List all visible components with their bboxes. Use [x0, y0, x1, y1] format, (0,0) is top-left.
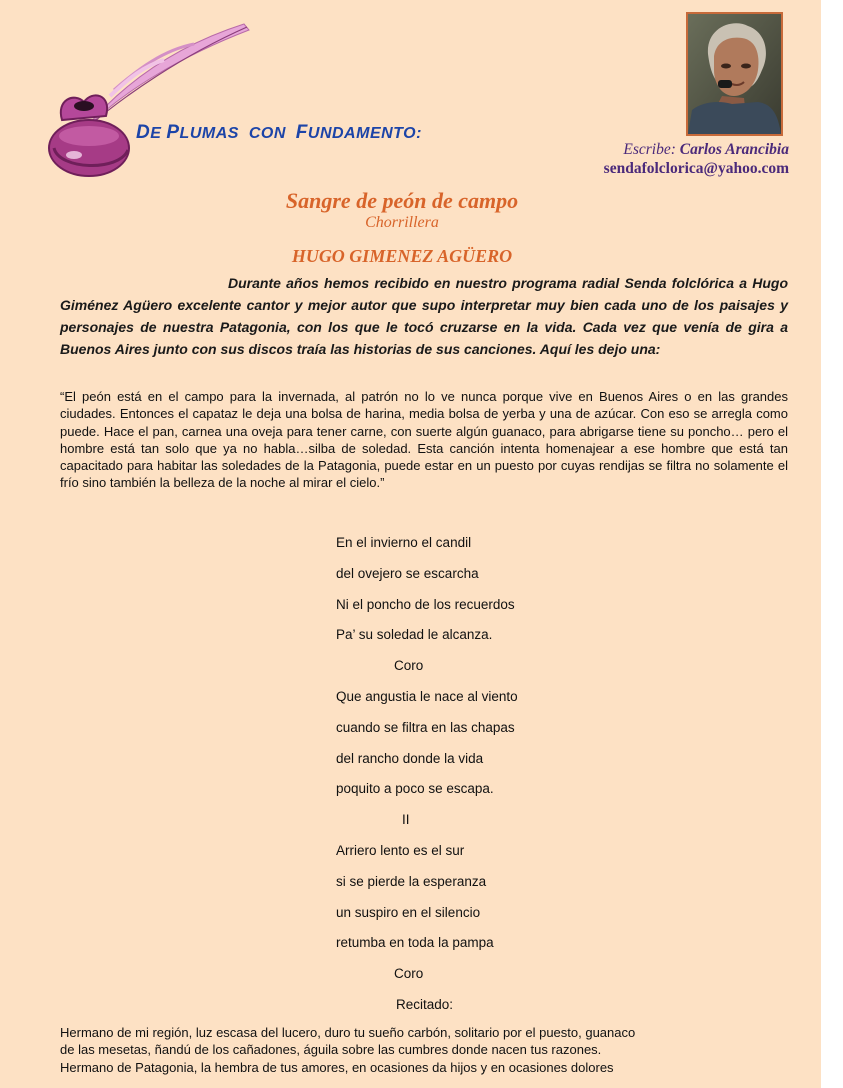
verse-line: poquito a poco se escapa. [336, 781, 494, 797]
inkwell-quill-icon [44, 20, 254, 180]
closing-paragraph [60, 1024, 790, 1076]
verse-line: Que angustia le nace al viento [336, 688, 518, 704]
verse-line: Ni el poncho de los recuerdos [336, 596, 515, 612]
verse-line: Pa’ su soledad le alcanza. [336, 627, 493, 643]
byline-label: Escribe: [623, 141, 680, 158]
author-photo [686, 12, 783, 136]
closing-line: de las mesetas, ñandú de los cañadones, águila sobre las cumbres donde nacen tus razones. [60, 1042, 602, 1058]
verse-line: retumba en toda la pampa [336, 935, 494, 951]
byline-email: sendafolclorica@yahoo.com [603, 160, 789, 177]
verse-line: del rancho donde la vida [336, 750, 484, 766]
verse-line: cuando se filtra en las chapas [336, 719, 515, 735]
quote-paragraph: “El peón está en el campo para la invernada, al patrón no lo ve nunca porque vive en Buenos Aires o en las grandes ciudades. Entonces el capataz le deja una bolsa de harina, media bolsa de yerba y una de azúcar. Con eso se arregla como puede. Hace el pan, carnea una oveja para tener carne, con suerte algún guanaco, para abrigarse tiene su poncho… pero el hombre está tan solo que ya no habla…silba de soledad. Esta canción intenta homenajear a ese hombre que está tan capacitado para habitar las soledades de la Patagonia, puede estar en un puesto por cuyas rendijas se filtra no solamente el frío sino también la belleza de la noche al mirar el cielo.” [60, 389, 788, 491]
verse-label: Coro [394, 966, 424, 982]
byline-name: Carlos Arancibia [679, 141, 789, 158]
song-lyrics [336, 533, 518, 1026]
verse-line: si se pierde la esperanza [336, 873, 487, 889]
article-subtitle: Chorrillera [365, 214, 439, 231]
verse-line: un suspiro en el silencio [336, 904, 481, 920]
verse-label: Coro [394, 658, 424, 674]
intro-paragraph: Durante años hemos recibido en nuestro programa radial Senda folclórica a Hugo Giménez Agüero excelente cantor y mejor autor que supo interpretar muy bien cada uno de los paisajes y personajes de nuestra Patagonia, con los que le tocó cruzarse en la vida. Cada vez que venía de gira a Buenos Aires junto con sus discos traía las historias de sus canciones. Aquí les dejo una: [60, 275, 788, 357]
verse-label: Recitado: [396, 996, 454, 1012]
byline [604, 140, 789, 178]
closing-line: Hermano de Patagonia, la hembra de tus amores, en ocasiones da hijos y en ocasiones dolores [60, 1059, 614, 1075]
article-title: Sangre de peón de campo [285, 188, 519, 213]
article-author: HUGO GIMENEZ AGÜERO [291, 246, 513, 266]
closing-line: Hermano de mi región, luz escasa del lucero, duro tu sueño carbón, solitario por el puesto, guanaco [60, 1025, 636, 1040]
section-title: DE PLUMAS CON FUNDAMENTO: [136, 122, 422, 143]
verse-line: Arriero lento es el sur [336, 842, 465, 858]
verse-line: del ovejero se escarcha [336, 565, 479, 581]
verse-label: II [402, 812, 410, 828]
verse-line: En el invierno el candil [336, 535, 472, 550]
